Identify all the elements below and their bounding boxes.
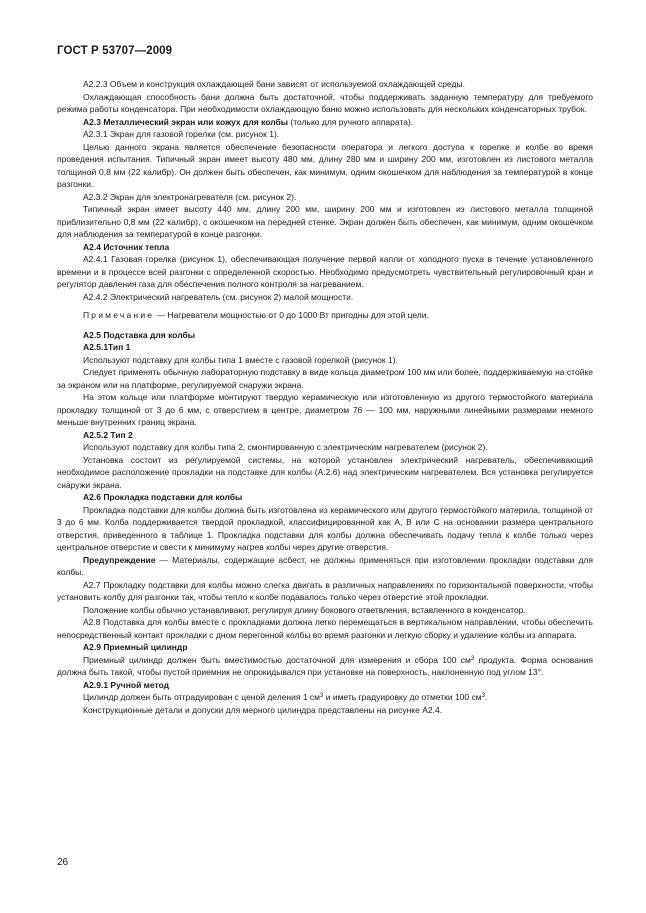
section-heading: А2.9 Приемный цилиндр	[83, 642, 188, 652]
warning	[57, 554, 593, 579]
paragraph	[57, 654, 593, 679]
text-part: продукта. Форма основания должна быть такой, чтобы пустой приемник не опрокидывался при установке на поверхность, наклоненную под углом 13°.	[57, 654, 593, 677]
text-part: Приемный цилиндр должен быть вместимостью достаточной для измерения и сбора 100 см	[83, 654, 471, 665]
section-heading: А2.5.2 Тип 2	[83, 429, 133, 440]
paragraph: Целью данного экрана является обеспечение безопасности оператора и легкого доступа к горелке и колбе во время проведения испытания. Типичный экран имеет высоту 480 мм, длину 280 мм и ширину 200 мм, изготовлен из листового металла толщиной 0,8 мм (22 калибр). Он должен быть обеспечен, как минимум, одним окошечком для наблюдения за температурой в конце разгонки.	[57, 141, 593, 189]
paragraph: Положение колбы обычно устанавливают, регулируя длину бокового ответвления, вставленного в конденсатор.	[83, 604, 526, 615]
note-text: — Нагреватели мощностью от 0 до 1000 Вт пригодны для этой цели.	[154, 310, 429, 320]
paragraph: А2.4.2 Электрический нагреватель (см. рисунок 2) малой мощности.	[83, 291, 354, 302]
paragraph: А2.2.3 Объем и конструкция охлаждающей бани зависят от используемой охлаждающей среды.	[83, 79, 465, 89]
heading-bold: А2.3 Металлический экран или кожух для колбы	[83, 116, 289, 127]
paragraph: Следует применять обычную лабораторную подставку в виде кольца диаметром 100 мм или более, поддерживаемую на стойке за экраном или на платформе, регулируемой снаружи экрана.	[57, 367, 593, 390]
document-header: ГОСТ Р 53707—2009	[57, 45, 173, 57]
document-body	[57, 78, 593, 716]
note-label: Примечание	[83, 310, 155, 320]
paragraph: А2.8 Подставка для колбы вместе с прокладками должна легко перемещаться в вертикальном направлении, чтобы обеспечить непосредственный контакт прокладки с дном перегонной колбы во время разгонки и легкую сборку и удаление колбы из аппарата.	[57, 617, 593, 640]
superscript: 3	[320, 693, 324, 699]
text-part: .	[484, 692, 488, 702]
paragraph: Используют подставку для колбы типа 2, смонтированную с электрическим нагревателем (рисунок 2).	[83, 442, 488, 452]
text-part: и иметь градуировку до отметки 100 см	[323, 692, 482, 702]
page-number: 26	[57, 857, 69, 868]
text-part: Цилиндр должен быть отградуирован с ценой деления 1 см	[83, 692, 321, 702]
paragraph: Типичный экран имеет высоту 440 мм, длину 200 мм, ширину 200 мм и изготовлен из листового металла толщиной приблизительно 0,8 мм (22 калибр), с окошечком на передней стенке. Экран должен быть обеспечен, как минимум, одним окошечком для наблюдения за температурой в конце разгонки.	[57, 204, 593, 239]
section-heading: А2.5.1Тип 1	[83, 342, 131, 352]
superscript: 3	[481, 693, 485, 699]
paragraph: На этом кольце или платформе монтируют твердую керамическую или изготовленную из другого термостойкого материала прокладку толщиной от 3 до 6 мм, с отверстием в центре, диаметром 76 — 100 мм, наружными линейными размерами немного меньше внутренних границ экрана.	[57, 392, 593, 427]
paragraph: А2.3.1 Экран для газовой горелки (см. рисунок 1).	[83, 129, 280, 139]
section-heading: А2.9.1 Ручной метод	[83, 679, 170, 690]
section-heading	[57, 116, 593, 129]
warning-label: Предупреждение	[83, 554, 156, 565]
paragraph: Установка состоит из регулируемой системы, на которой установлен электрический нагреватель, обеспечивающий необходимое расположение прокладки на подставке для колбы (А.2.6) над электрическим нагревателем. Вся установка регулируется снаружи экрана.	[57, 454, 593, 490]
section-heading: А2.4 Источник тепла	[83, 241, 170, 252]
paragraph: Охлаждающая способность бани должна быть достаточной, чтобы поддерживать заданную температуру для требуемого режима работы конденсатора. При необходимости охлаждающую баню можно использовать для нескольких конденсаторных трубок.	[57, 91, 593, 114]
warning-text: — Материалы, содержащие асбест, не должны применяться при изготовлении прокладки подставки для колбы.	[57, 554, 593, 577]
section-heading: А2.5 Подставка для колбы	[83, 329, 196, 340]
section-heading: А2.6 Прокладка подставки для колбы	[83, 492, 243, 502]
note	[57, 309, 593, 322]
paragraph: Используют подставку для колбы типа 1 вместе с газовой горелкой (рисунок 1).	[83, 354, 398, 365]
superscript: 3	[470, 655, 475, 662]
paragraph	[57, 691, 593, 704]
paragraph: А2.4.1 Газовая горелка (рисунок 1), обеспечивающая получение первой капли от холодного пуска в течение установленного времени и в процессе всей разгонки с определенной скоростью. Необходимо предусмотреть чувствительный регулировочный кран и регулятор давления газа для обеспечения полного контроля за нагреванием.	[57, 254, 593, 289]
paragraph: А2.7 Прокладку подставки для колбы можно слегка двигать в различных направлениях по горизонтальной поверхности, чтобы установить колбу для разгонки так, чтобы тепло к колбе подавалось только через отверстие этой прокладки.	[57, 579, 593, 602]
paragraph: Прокладка подставки для колбы должна быть изготовлена из керамического или другого термостойкого материла, толщиной от 3 до 6 мм. Колба поддерживается твердой прокладкой, классифицированной как А, В или С на основании размера центрального отверстия, приведенного в таблице 1. Прокладка подставки для колбы должна обеспечивать подачу тепла к колбе только через центральное отверстие и свести к минимуму нагрев колбы через другие отверстия.	[57, 504, 593, 552]
paragraph: Конструкционные детали и допуски для мерного цилиндра представлены на рисунке А2.4.	[83, 704, 443, 715]
paragraph: А2.3.2 Экран для электронагревателя (см. рисунок 2).	[83, 191, 297, 202]
heading-suffix: (только для ручного аппарата).	[288, 116, 414, 127]
